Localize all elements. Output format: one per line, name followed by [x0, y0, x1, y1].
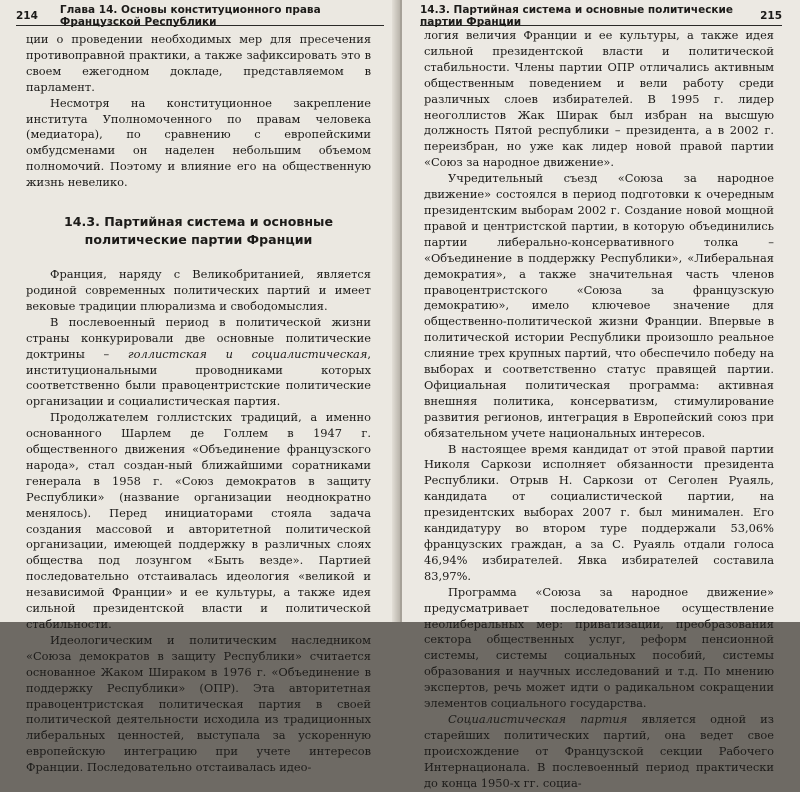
paragraph: Учредительный съезд «Союза за народное движение» состоялся в период подготовки к очередным президентским выборам 2002 г. Создание новой мощной правой и центристской партии, в которую объединились партии либерально-консервативного толка – «Объединение в поддержку Республики», «Либеральная демократия», а также значительная часть членов правоцентристского «Союза за французскую демократию», имело ключевое значение для общественно-политической жизни Франции. Впервые в политической истории Республики произошло реальное слияние трех крупных партий, что обеспечило победу на выборах и соответственно статус правящей партии. Официальная политическая программа: активная внешняя политика, консерватизм, стимулирование развития регионов, интеграция в Европейский союз при обязательном учете национальных интересов.	[424, 171, 774, 440]
left-running-head-title: Глава 14. Основы конституционного права Французской Республики	[59, 3, 321, 28]
paragraph	[424, 712, 774, 792]
paragraph: Франция, наряду с Великобританией, является родиной современных политических партий и имеет вековые традиции плюрализма и свободомыслия.	[26, 267, 371, 313]
left-page	[0, 0, 398, 775]
paragraph: В настоящее время кандидат от этой правой партии Николя Саркози исполняет обязанности президента Республики. Отрыв Н. Саркози от Сеголен Руаяль, кандидата от социалистической партии, на президентских выборах 2007 г. был минимален. Его кандидатуру во втором туре поддержали 53,06% французских граждан, а за С. Руаяль отдали голоса 46,94% избирателей. Явка избирателей составила 83,97%.	[424, 441, 774, 583]
left-page-number: 214	[16, 9, 38, 22]
paragraph: Программа «Союза за народное движение» предусматривает последовательное осуществление неолиберальных мер: приватизации, преобразования сектора общественных услуг, реформ пенсионной системы, системы социальных пособий, системы образования и научных исследований и т.д. По мнению экспертов, речь может идти о радикальном сокращении элементов социального государства.	[424, 584, 774, 711]
paragraph: Несмотря на конституционное закрепление института Уполномоченного по правам человека (медиатора), по сравнению с европейскими омбудсменами он наделен небольшим объемом полномочий. Поэтому и влияние его на общественную жизнь невелико.	[26, 95, 371, 190]
right-running-head-title: 14.3. Партийная система и основные политические партии Франции	[420, 3, 734, 28]
paragraph-text: является одной из старейших политических партий, она ведет свое происхождение от Французской секции Рабочего Интернационала. В послевоенный период практически до конца 1950-х гг. социа-	[424, 711, 774, 790]
right-page-number: 215	[760, 9, 782, 22]
paragraph: логия величия Франции и ее культуры, а также идея сильной президентской власти и политической стабильности. Члены партии ОПР отличались активным общественным поведением и вели работу среди различных слоев избирателей. В 1995 г. лидер неоголлистов Жак Ширак был избран на высшую должность Пятой республики – президента, а в 2002 г. переизбран, но уже как лидер новой правой партии «Союз за народное движение».	[424, 28, 774, 170]
right-body-text	[424, 28, 774, 792]
left-running-head	[16, 3, 384, 28]
right-running-head	[420, 3, 782, 28]
paragraph-text: В послевоенный период в политической жизни страны конкурировали две основные политические доктрины –	[26, 314, 371, 361]
paragraph-emphasis: Социалистическая партия	[448, 711, 628, 726]
left-body-text	[26, 32, 371, 776]
paragraph: Продолжателем голлистских традиций, а именно основанного Шарлем де Голлем в 1947 г. общественного движения «Объединение французского народа», стал создан-ный ближайшими соратниками генерала в 1958 г. «Союз демократов в защиту Республики» (название организации неоднократно менялось). Перед инициаторами стояла задача создания массовой и авторитетной политической организации, имеющей поддержку в различных слоях общества под лозунгом «Быть везде». Партией последовательно отстаивалась идеология «великой и независимой Франции» и ее культуры, а также идея сильной президентской власти и политической стабильности.	[26, 410, 371, 631]
section-heading: 14.3. Партийная система и основные политические партии Франции	[64, 214, 333, 248]
paragraph: ции о проведении необходимых мер для пресечения противоправной практики, а также зафиксировать это в своем ежегодном докладе, представляемом в парламент.	[26, 32, 371, 94]
paragraph-emphasis: голлистская и социалистическая	[127, 346, 368, 361]
paragraph-text: , институциональными проводниками которых соответственно были правоцентристские политические организации и социалистическая партия.	[26, 346, 371, 409]
right-page	[402, 0, 800, 790]
paragraph: Идеологическим и политическим наследником «Союза демократов в защиту Республики» считается основанное Жаком Шираком в 1976 г. «Объединение в поддержку Республики» (ОПР). Эта авторитетная правоцентристская политическая партия в своей политической деятельности исходила из традиционных либеральных ценностей, выступала за ускоренную европейскую интеграцию при учете интересов Франции. Последовательно отстаивалась идео-	[26, 632, 371, 775]
paragraph	[26, 315, 371, 410]
